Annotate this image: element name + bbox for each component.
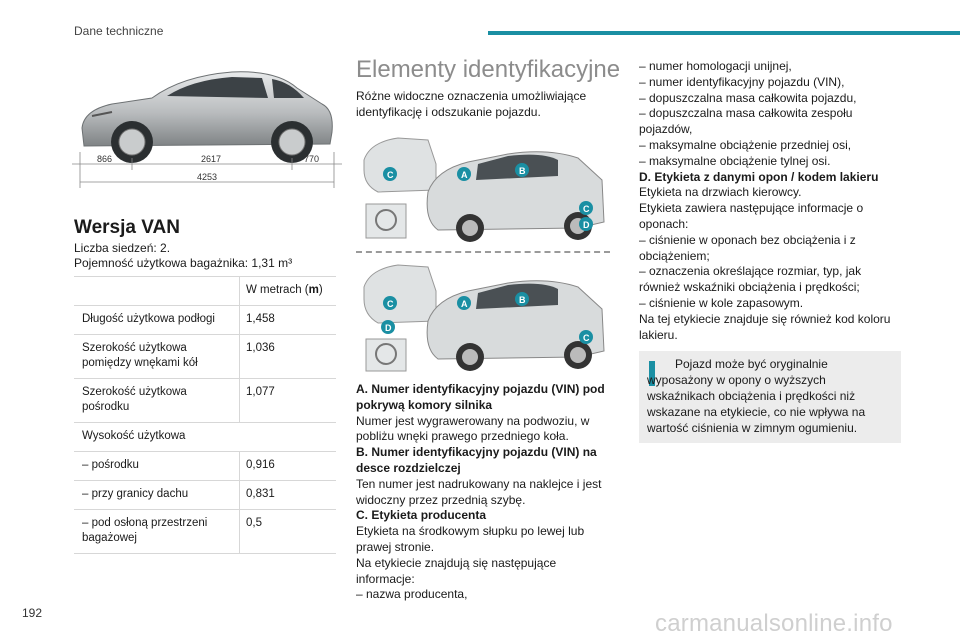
table-header-row	[74, 277, 336, 306]
svg-text:C: C	[387, 170, 394, 180]
marker-d	[381, 320, 395, 334]
marker-c-2	[579, 330, 593, 344]
svg-text:A: A	[461, 170, 468, 180]
marker-c-2	[579, 201, 593, 215]
table-row: Szerokość użytkowa pomiędzy wnękami kół 1,036	[74, 335, 336, 379]
marker-d	[579, 217, 593, 231]
marker-c	[383, 167, 397, 181]
identification-figure-1	[358, 130, 608, 245]
list-item: – maksymalne obciążenie przedniej osi,	[639, 137, 852, 152]
table-row: – przy granicy dachu 0,831	[74, 481, 336, 510]
svg-text:A: A	[461, 299, 468, 309]
d-text-2: Etykieta zawiera następujące informacje o oponach:	[639, 201, 864, 231]
dim-total: 4253	[197, 172, 218, 182]
a-title: A. Numer identyfikacyjny pojazdu (VIN) pod pokrywą komory silnika	[356, 382, 605, 412]
van-section-title: Wersja VAN	[74, 217, 180, 238]
table-row: Wysokość użytkowa	[74, 423, 336, 452]
table-header-unit: W metrach (m)	[240, 277, 337, 306]
van-dimensions-table	[74, 276, 336, 554]
list-item: – ciśnienie w kole zapasowym.	[639, 295, 804, 310]
header-accent-bar	[488, 31, 960, 35]
svg-text:B: B	[519, 166, 526, 176]
c-text: Etykieta na środkowym słupku po lewej lub prawej stronie.	[356, 524, 585, 554]
note-text: Pojazd może być oryginalnie wyposażony w opony o wyższych wskaźnikach obciążenia i prędkości niż wskazane na etykiecie, co nie wpływa na wartość ciśnienia w zimnym ogumieniu.	[647, 357, 866, 435]
svg-text:B: B	[519, 295, 526, 305]
list-item: – numer identyfikacyjny pojazdu (VIN),	[639, 74, 845, 89]
page-number: 192	[22, 606, 43, 620]
identification-descriptions	[356, 382, 618, 603]
intro-text: Różne widoczne oznaczenia umożliwiające identyfikację i odszukanie pojazdu.	[356, 89, 587, 119]
dim-rear: 770	[304, 154, 320, 164]
marker-b	[515, 292, 529, 306]
car-dimensions-figure	[72, 58, 342, 193]
list-item: – dopuszczalna masa całkowita pojazdu,	[639, 90, 857, 105]
svg-text:D: D	[583, 220, 590, 230]
d-text-1: Etykieta na drzwiach kierowcy.	[639, 185, 802, 200]
list-item: – dopuszczalna masa całkowita zespołu pojazdów,	[639, 106, 853, 137]
section-title: Elementy identyfikacyjne	[356, 56, 621, 83]
table-row: Długość użytkowa podłogi 1,458	[74, 306, 336, 335]
d-text-3: Na tej etykiecie znajduje się również kod koloru lakieru.	[639, 311, 891, 342]
c-title: C. Etykieta producenta	[356, 508, 487, 523]
b-text: Ten numer jest nadrukowany na naklejce i jest widoczny przez przednią szybę.	[356, 476, 602, 507]
van-seats: Liczba siedzeń: 2.	[74, 241, 171, 255]
c-item-1: – nazwa producenta,	[356, 587, 468, 602]
b-title: B. Numer identyfikacyjny pojazdu (VIN) na desce rozdzielczej	[356, 445, 597, 475]
svg-text:C: C	[387, 299, 394, 309]
svg-text:D: D	[385, 323, 392, 333]
marker-b	[515, 163, 529, 177]
list-item: – numer homologacji unijnej,	[639, 59, 792, 73]
table-row: – pod osłoną przestrzeni bagażowej 0,5	[74, 510, 336, 554]
svg-text:C: C	[583, 333, 590, 343]
table-row: Szerokość użytkowa pośrodku 1,077	[74, 379, 336, 423]
info-note	[639, 351, 901, 443]
table-header-empty	[74, 277, 240, 306]
a-text: Numer jest wygrawerowany na podwoziu, w pobliżu wnęki prawego przedniego koła.	[356, 413, 590, 444]
c-text-2: Na etykiecie znajdują się następujące informacje:	[356, 555, 557, 586]
header-title: Dane techniczne	[74, 24, 164, 38]
dim-front: 866	[97, 154, 113, 164]
marker-c	[383, 296, 397, 310]
marker-a	[457, 296, 471, 310]
d-title: D. Etykieta z danymi opon / kodem lakieru	[639, 169, 879, 184]
dim-wheelbase: 2617	[201, 154, 222, 164]
identification-figure-2	[358, 257, 608, 375]
marker-a	[457, 167, 471, 181]
list-item: – ciśnienie w oponach bez obciążenia i z obciążeniem;	[639, 232, 856, 263]
figure-divider	[356, 251, 610, 253]
svg-text:C: C	[583, 204, 590, 214]
column-3-text	[639, 59, 901, 343]
list-item: – oznaczenia określające rozmiar, typ, jak również wskaźniki obciążenia i prędkości;	[639, 264, 862, 295]
list-item: – maksymalne obciążenie tylnej osi.	[639, 153, 831, 168]
watermark: carmanualsonline.info	[655, 610, 893, 637]
van-capacity: Pojemność użytkowa bagażnika: 1,31 m³	[74, 256, 293, 270]
table-row: – pośrodku 0,916	[74, 452, 336, 481]
